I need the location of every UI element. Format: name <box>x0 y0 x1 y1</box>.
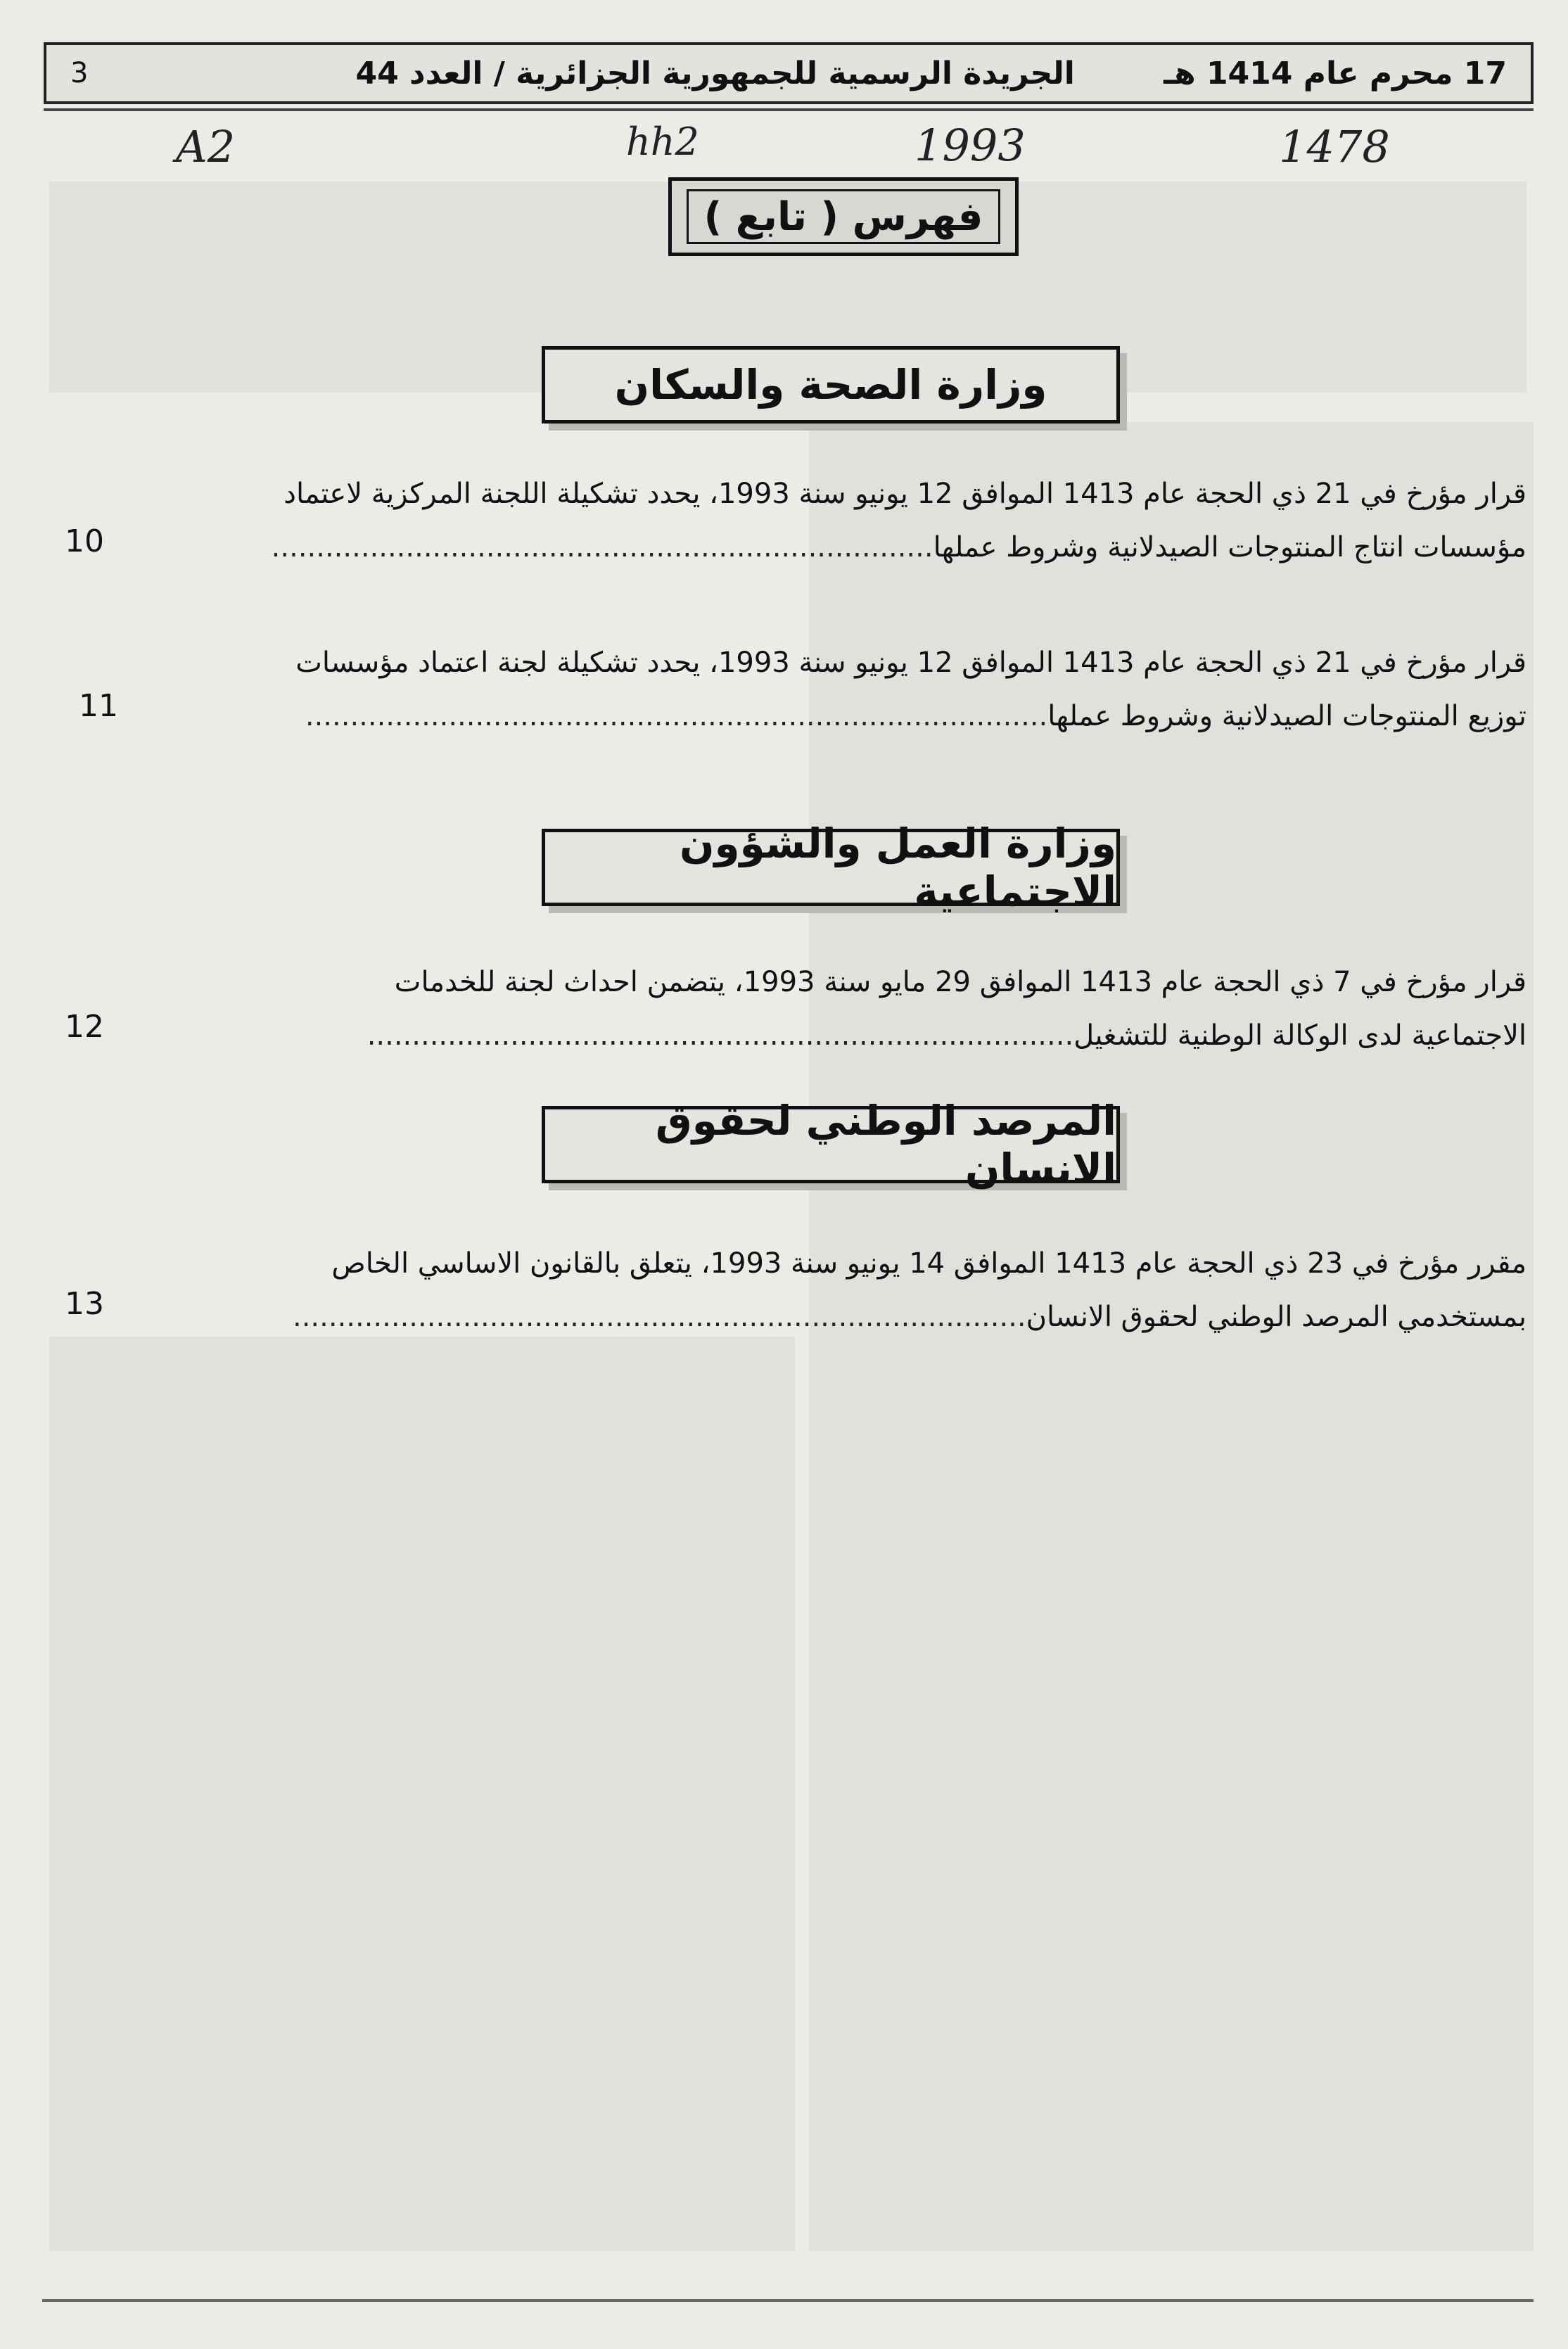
entry-page-number: 13 <box>65 1286 104 1322</box>
entry-line1: قرار مؤرخ في 21 ذي الحجة عام 1413 الموافق 12 يونيو سنة 1993، يحدد تشكيلة اللجنة المركزية لاعتماد <box>283 478 1526 510</box>
section-title-human-rights: المرصد الوطني لحقوق الانسان <box>542 1106 1120 1183</box>
page-number: 3 <box>70 57 89 89</box>
entry-line2: مؤسسات انتاج المنتوجات الصيدلانية وشروط عملها.......................................................................... <box>271 531 1526 564</box>
header-title <box>355 56 1507 91</box>
entry-page-number: 12 <box>65 1009 104 1045</box>
handwritten-number: 1478 <box>1279 121 1390 172</box>
index-entry <box>148 636 1526 743</box>
index-entry <box>148 467 1526 574</box>
entry-line2: توزيع المنتوجات الصيدلانية وشروط عملها................................................................................... <box>305 700 1526 732</box>
page-header <box>44 42 1534 104</box>
index-entry <box>148 955 1526 1062</box>
header-date: 17 محرم عام 1414 هـ <box>1164 55 1507 91</box>
entry-page-number: 10 <box>65 523 104 559</box>
section-title-labour: وزارة العمل والشؤون الاجتماعية <box>542 829 1120 906</box>
handwritten-year: 1993 <box>914 120 1026 171</box>
handwritten-mark-mid: hh2 <box>626 120 699 164</box>
header-publication: الجريدة الرسمية للجمهورية الجزائرية / العدد 44 <box>355 55 1075 91</box>
index-entry <box>148 1237 1526 1344</box>
entry-page-number: 11 <box>79 688 118 724</box>
header-rule <box>44 108 1534 111</box>
entry-line1: قرار مؤرخ في 7 ذي الحجة عام 1413 الموافق 29 مايو سنة 1993، يتضمن احداث لجنة للخدمات <box>394 966 1526 998</box>
entry-line1: مقرر مؤرخ في 23 ذي الحجة عام 1413 الموافق 14 يونيو سنة 1993، يتعلق بالقانون الاساسي الخاص <box>331 1247 1526 1280</box>
entry-line1: قرار مؤرخ في 21 ذي الحجة عام 1413 الموافق 12 يونيو سنة 1993، يحدد تشكيلة لجنة اعتماد مؤسسات <box>295 647 1526 679</box>
section-title-health: وزارة الصحة والسكان <box>542 346 1120 424</box>
handwritten-mark-left: A2 <box>176 121 236 172</box>
entry-line2: الاجتماعية لدى الوكالة الوطنية للتشغيل............................................................................... <box>366 1019 1526 1052</box>
index-title-box <box>668 177 1019 256</box>
index-title: فهرس ( تابع ) <box>687 189 1000 244</box>
entry-line2: بمستخدمي المرصد الوطني لحقوق الانسان.................................................................................. <box>293 1301 1526 1333</box>
bottom-rule <box>42 2299 1534 2302</box>
